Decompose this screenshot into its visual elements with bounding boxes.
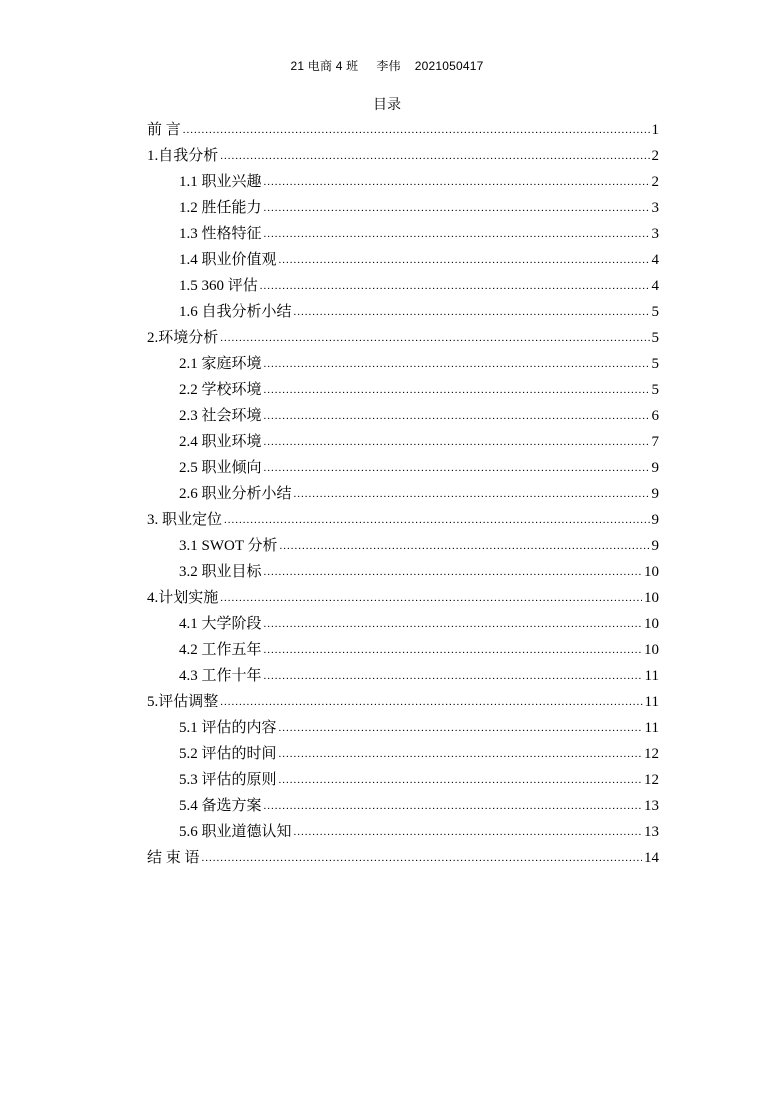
toc-entry-label: 3.1 SWOT 分析 — [179, 538, 278, 554]
toc-leader-dots — [294, 481, 650, 507]
toc-leader-dots — [260, 273, 650, 299]
toc-entry-label: 2.6 职业分析小结 — [179, 486, 292, 502]
toc-entry-label: 5.评估调整 — [147, 694, 219, 710]
toc-entry[interactable] — [147, 429, 659, 455]
toc-entry[interactable] — [147, 221, 659, 247]
toc-entry-page-number: 4 — [651, 252, 659, 268]
toc-leader-dots — [220, 143, 649, 169]
toc-entry[interactable] — [147, 351, 659, 377]
toc-entry[interactable] — [147, 377, 659, 403]
toc-leader-dots — [279, 715, 643, 741]
toc-leader-dots — [264, 195, 650, 221]
toc-entry-page-number: 5 — [651, 356, 659, 372]
toc-entry-page-number: 5 — [651, 330, 659, 346]
toc-entry-label: 2.1 家庭环境 — [179, 356, 262, 372]
toc-entry-label: 2.3 社会环境 — [179, 408, 262, 424]
toc-entry-page-number: 12 — [644, 746, 659, 762]
toc-entry-label: 1.自我分析 — [147, 148, 219, 164]
toc-entry-label: 1.1 职业兴趣 — [179, 174, 262, 190]
toc-leader-dots — [279, 533, 649, 559]
toc-leader-dots — [220, 585, 642, 611]
toc-entry-label: 4.计划实施 — [147, 590, 219, 606]
toc-leader-dots — [294, 299, 650, 325]
toc-entry-page-number: 13 — [644, 824, 659, 840]
toc-entry-label: 2.4 职业环境 — [179, 434, 262, 450]
toc-entry-page-number: 7 — [651, 434, 659, 450]
toc-entry-page-number: 14 — [644, 850, 659, 866]
toc-entry-label: 5.3 评估的原则 — [179, 772, 277, 788]
toc-leader-dots — [220, 689, 642, 715]
toc-entry-page-number: 2 — [651, 148, 659, 164]
toc-entry-page-number: 9 — [651, 538, 659, 554]
toc-leader-dots — [183, 117, 650, 143]
toc-leader-dots — [220, 325, 649, 351]
toc-entry-label: 5.2 评估的时间 — [179, 746, 277, 762]
toc-entry-label: 4.1 大学阶段 — [179, 616, 262, 632]
page-header — [0, 57, 774, 74]
toc-leader-dots — [264, 169, 650, 195]
toc-leader-dots — [264, 559, 642, 585]
toc-entry-page-number: 12 — [644, 772, 659, 788]
toc-leader-dots — [264, 793, 642, 819]
toc-entry-label: 1.2 胜任能力 — [179, 200, 262, 216]
toc-entry-page-number: 4 — [651, 278, 659, 294]
toc-entry[interactable] — [147, 611, 659, 637]
toc-entry-page-number: 10 — [644, 642, 659, 658]
toc-entry-page-number: 1 — [651, 122, 659, 138]
toc-entry-page-number: 10 — [644, 590, 659, 606]
toc-entry-page-number: 9 — [651, 512, 659, 528]
toc-entry[interactable] — [147, 793, 659, 819]
toc-entry[interactable] — [147, 273, 659, 299]
toc-leader-dots — [264, 663, 643, 689]
toc-entry-label: 4.3 工作十年 — [179, 668, 262, 684]
header-student-name: 李伟 — [376, 59, 401, 73]
toc-entry-page-number: 9 — [651, 486, 659, 502]
toc-leader-dots — [264, 455, 650, 481]
toc-entry-label: 5.1 评估的内容 — [179, 720, 277, 736]
toc-entry-label: 2.2 学校环境 — [179, 382, 262, 398]
toc-entry[interactable] — [147, 117, 659, 143]
toc-leader-dots — [294, 819, 642, 845]
toc-entry[interactable] — [147, 741, 659, 767]
toc-entry[interactable] — [147, 533, 659, 559]
toc-entry[interactable] — [147, 325, 659, 351]
toc-entry-page-number: 11 — [644, 694, 659, 710]
toc-entry-label: 前 言 — [147, 122, 181, 138]
toc-entry[interactable] — [147, 481, 659, 507]
toc-entry-label: 3.2 职业目标 — [179, 564, 262, 580]
toc-leader-dots — [279, 767, 642, 793]
toc-entry[interactable] — [147, 143, 659, 169]
toc-entry-label: 1.4 职业价值观 — [179, 252, 277, 268]
toc-entry[interactable] — [147, 299, 659, 325]
toc-entry[interactable] — [147, 169, 659, 195]
toc-leader-dots — [264, 377, 650, 403]
toc-entry[interactable] — [147, 455, 659, 481]
toc-entry-label: 3. 职业定位 — [147, 512, 223, 528]
toc-entry[interactable] — [147, 689, 659, 715]
toc-leader-dots — [264, 611, 642, 637]
toc-entry-label: 2.5 职业倾向 — [179, 460, 262, 476]
toc-entry[interactable] — [147, 767, 659, 793]
toc-entry[interactable] — [147, 195, 659, 221]
toc-entry-label: 4.2 工作五年 — [179, 642, 262, 658]
toc-entry-page-number: 13 — [644, 798, 659, 814]
toc-entry-page-number: 10 — [644, 616, 659, 632]
toc-entry-page-number: 5 — [651, 382, 659, 398]
toc-entry[interactable] — [147, 247, 659, 273]
toc-entry-label: 1.5 360 评估 — [179, 278, 258, 294]
toc-entry-page-number: 2 — [651, 174, 659, 190]
toc-entry-page-number: 6 — [651, 408, 659, 424]
toc-entry[interactable] — [147, 559, 659, 585]
toc-entry[interactable] — [147, 715, 659, 741]
toc-entry-page-number: 11 — [644, 668, 659, 684]
toc-entry[interactable] — [147, 507, 659, 533]
toc-leader-dots — [264, 351, 650, 377]
header-class-name: 21 电商 4 班 — [290, 59, 359, 73]
toc-entry-page-number: 10 — [644, 564, 659, 580]
toc-entry[interactable] — [147, 585, 659, 611]
toc-entry[interactable] — [147, 819, 659, 845]
toc-entry-page-number: 9 — [651, 460, 659, 476]
toc-title: 目录 — [373, 98, 401, 113]
toc-entry[interactable] — [147, 403, 659, 429]
toc-entry-label: 1.3 性格特征 — [179, 226, 262, 242]
toc-leader-dots — [264, 403, 650, 429]
table-of-contents — [147, 117, 659, 871]
toc-entry-page-number: 3 — [651, 226, 659, 242]
toc-entry-label: 1.6 自我分析小结 — [179, 304, 292, 320]
toc-entry[interactable] — [147, 637, 659, 663]
toc-entry-label: 5.4 备选方案 — [179, 798, 262, 814]
toc-leader-dots — [264, 637, 642, 663]
toc-entry[interactable] — [147, 845, 659, 871]
header-student-id: 2021050417 — [414, 59, 484, 73]
toc-entry-page-number: 3 — [651, 200, 659, 216]
toc-entry-label: 结 束 语 — [147, 850, 200, 866]
toc-leader-dots — [224, 507, 649, 533]
toc-leader-dots — [264, 221, 650, 247]
toc-leader-dots — [202, 845, 642, 871]
toc-entry-label: 5.6 职业道德认知 — [179, 824, 292, 840]
toc-entry-page-number: 11 — [644, 720, 659, 736]
toc-leader-dots — [264, 429, 650, 455]
toc-entry[interactable] — [147, 663, 659, 689]
toc-entry-label: 2.环境分析 — [147, 330, 219, 346]
toc-entry-page-number: 5 — [651, 304, 659, 320]
toc-leader-dots — [279, 247, 650, 273]
toc-leader-dots — [279, 741, 642, 767]
